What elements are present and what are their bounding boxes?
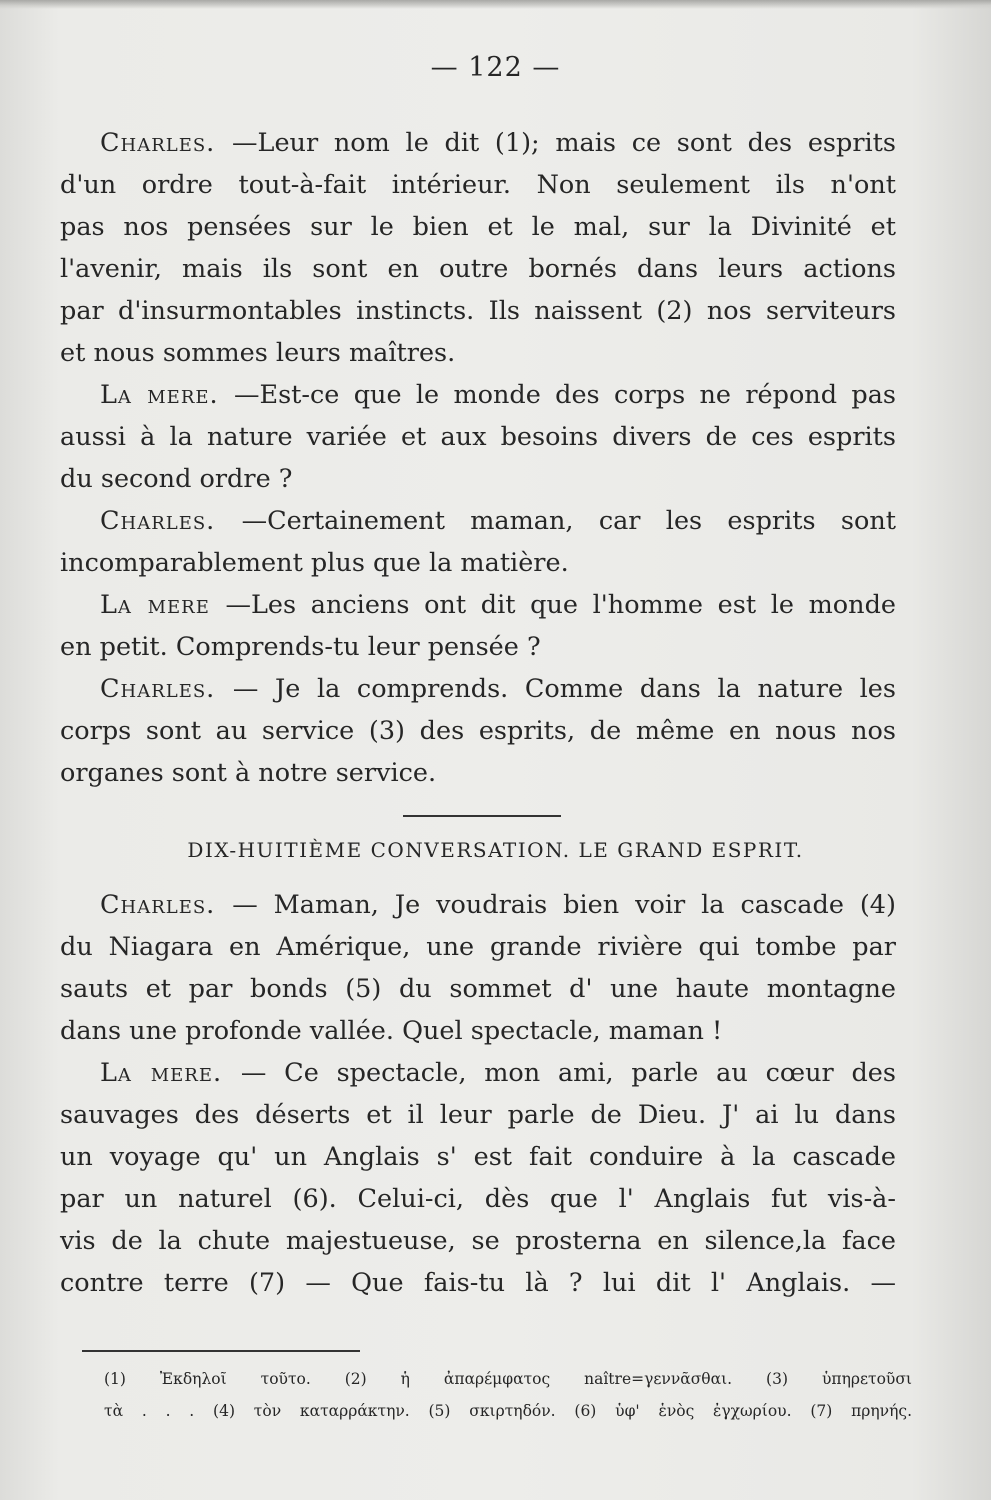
line-text: et nous sommes leurs maîtres.	[60, 338, 456, 368]
line-text: en petit. Comprends-tu leur pensée ?	[60, 632, 541, 662]
text-line	[60, 584, 896, 626]
text-line	[60, 668, 896, 710]
footnote-line: τὰ . . . (4) τὸν καταρράκτην. (5) σκιρτηδόν. (6) ὑφ' ἑνὸς ἐγχωρίου. (7) πρηνής.	[104, 1402, 912, 1420]
text-line	[60, 542, 896, 584]
line-text: aussi à la nature variée et aux besoins divers de ces esprits	[60, 422, 896, 452]
text-line	[60, 290, 896, 332]
line-text: — Ce spectacle, mon ami, parle au cœur des	[240, 1058, 896, 1088]
text-line	[60, 1262, 896, 1304]
text-line	[60, 968, 896, 1010]
line-text: sauts et par bonds (5) du sommet d' une haute montagne	[60, 974, 896, 1004]
speaker-name: Charles.	[100, 506, 242, 536]
text-line	[60, 1052, 896, 1094]
line-text: l'avenir, mais ils sont en outre bornés dans leurs actions	[60, 254, 896, 284]
line-text: vis de la chute majestueuse, se prosterna en silence,la face	[60, 1226, 896, 1256]
line-text: du second ordre ?	[60, 464, 293, 494]
text-line	[60, 164, 896, 206]
line-text: dans une profonde vallée. Quel spectacle, maman !	[60, 1016, 723, 1046]
line-text: corps sont au service (3) des esprits, de même en nous nos	[60, 716, 896, 746]
text-line	[60, 626, 896, 668]
line-text: —Certainement maman, car les esprits sont	[241, 506, 896, 536]
dialogue-block-2	[60, 884, 896, 1304]
text-line	[60, 752, 896, 794]
line-text: pas nos pensées sur le bien et le mal, sur la Divinité et	[60, 212, 896, 242]
footnote-rule	[82, 1350, 360, 1352]
speaker-name: Charles.	[100, 674, 233, 704]
text-line	[60, 248, 896, 290]
line-text: un voyage qu' un Anglais s' est fait conduire à la cascade	[60, 1142, 896, 1172]
section-separator	[403, 815, 561, 817]
line-text: —Leur nom le dit (1); mais ce sont des esprits	[232, 128, 897, 158]
section-heading: DIX-HUITIÈME CONVERSATION. LE GRAND ESPRIT.	[187, 838, 804, 862]
speaker-name: Charles.	[100, 128, 233, 158]
footnotes	[104, 1363, 912, 1427]
text-line	[60, 1178, 896, 1220]
text-line	[60, 500, 896, 542]
text-line	[60, 710, 896, 752]
line-text: —Les anciens ont dit que l'homme est le monde	[225, 590, 896, 620]
line-text: contre terre (7) — Que fais-tu là ? lui dit l' Anglais. —	[60, 1268, 896, 1298]
speaker-name: La mere.	[100, 1058, 241, 1088]
line-text: sauvages des déserts et il leur parle de Dieu. J' ai lu dans	[60, 1100, 896, 1130]
text-line	[60, 458, 896, 500]
text-line	[60, 1136, 896, 1178]
line-text: d'un ordre tout-à-fait intérieur. Non seulement ils n'ont	[60, 170, 896, 200]
line-text: — Je la comprends. Comme dans la nature les	[232, 674, 896, 704]
dialogue-block-1	[60, 122, 896, 794]
text-line	[60, 884, 896, 926]
speaker-name: Charles.	[100, 890, 233, 920]
text-line	[60, 416, 896, 458]
line-text: — Maman, Je voudrais bien voir la cascade (4)	[232, 890, 896, 920]
line-text: par d'insurmontables instincts. Ils naissent (2) nos serviteurs	[60, 296, 896, 326]
page-top-edge	[0, 0, 991, 9]
text-line	[60, 926, 896, 968]
text-line	[60, 122, 896, 164]
footnote-line: (1) Ἐκδηλοῖ τοῦτο. (2) ἡ ἀπαρέμφατος naître=γεννᾶσθαι. (3) ὑπηρετοῦσι	[104, 1370, 912, 1388]
text-line	[60, 374, 896, 416]
text-line	[60, 1010, 896, 1052]
text-line	[60, 332, 896, 374]
page-number: — 122 —	[430, 52, 561, 83]
speaker-name: La mere.	[100, 380, 234, 410]
text-line	[60, 1094, 896, 1136]
speaker-name: La mere	[100, 590, 226, 620]
line-text: par un naturel (6). Celui-ci, dès que l' Anglais fut vis-à-	[60, 1184, 896, 1214]
line-text: du Niagara en Amérique, une grande rivière qui tombe par	[60, 932, 896, 962]
text-line	[60, 1220, 896, 1262]
line-text: —Est-ce que le monde des corps ne répond pas	[233, 380, 896, 410]
text-line	[60, 206, 896, 248]
line-text: incomparablement plus que la matière.	[60, 548, 569, 578]
line-text: organes sont à notre service.	[60, 758, 437, 788]
